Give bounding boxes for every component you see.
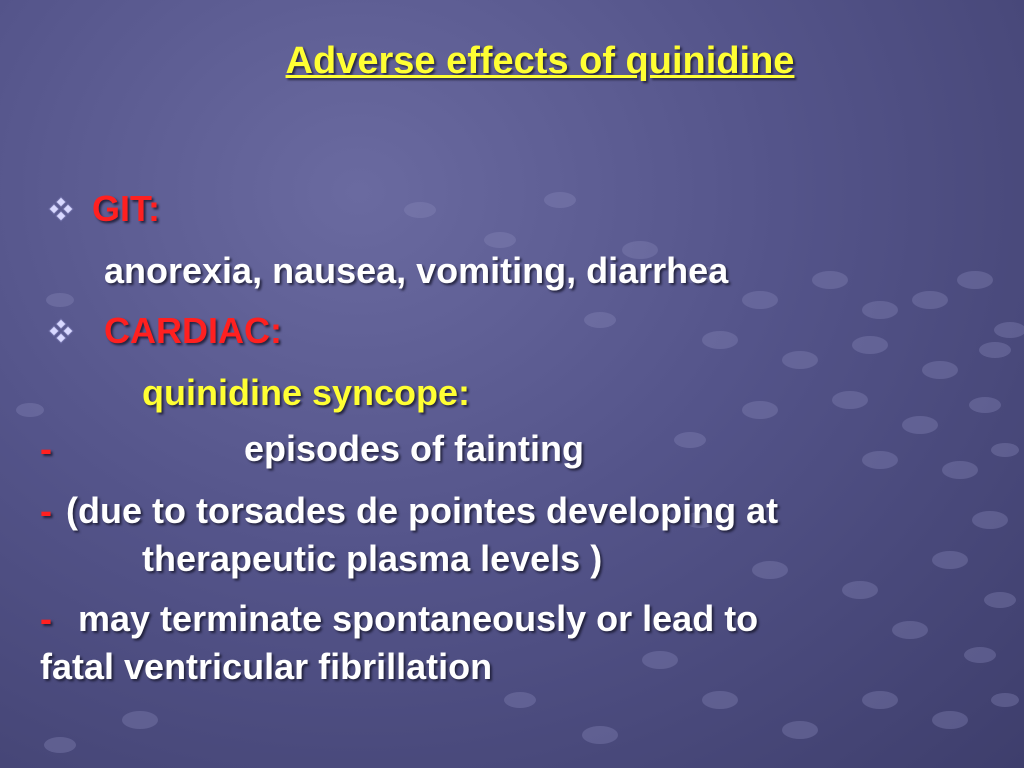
item-dash: - <box>40 490 52 531</box>
item-dash: - <box>40 598 52 639</box>
section-heading-git: GIT: <box>92 188 160 229</box>
item-dash: - <box>40 428 52 469</box>
git-detail: anorexia, nausea, vomiting, diarrhea <box>104 250 729 291</box>
four-diamond-bullet-icon <box>46 196 76 222</box>
slide-title: Adverse effects of quinidine <box>285 40 795 82</box>
section-heading-cardiac: CARDIAC: <box>104 310 282 351</box>
item-text: episodes of fainting <box>244 428 585 469</box>
item-text-continuation: fatal ventricular fibrillation <box>40 646 493 687</box>
item-text: (due to torsades de pointes developing at <box>66 490 779 531</box>
item-text: may terminate spontaneously or lead to <box>78 598 759 639</box>
item-text-continuation: therapeutic plasma levels ) <box>142 538 603 579</box>
four-diamond-bullet-icon <box>46 318 76 344</box>
cardiac-subheading: quinidine syncope: <box>142 372 471 413</box>
